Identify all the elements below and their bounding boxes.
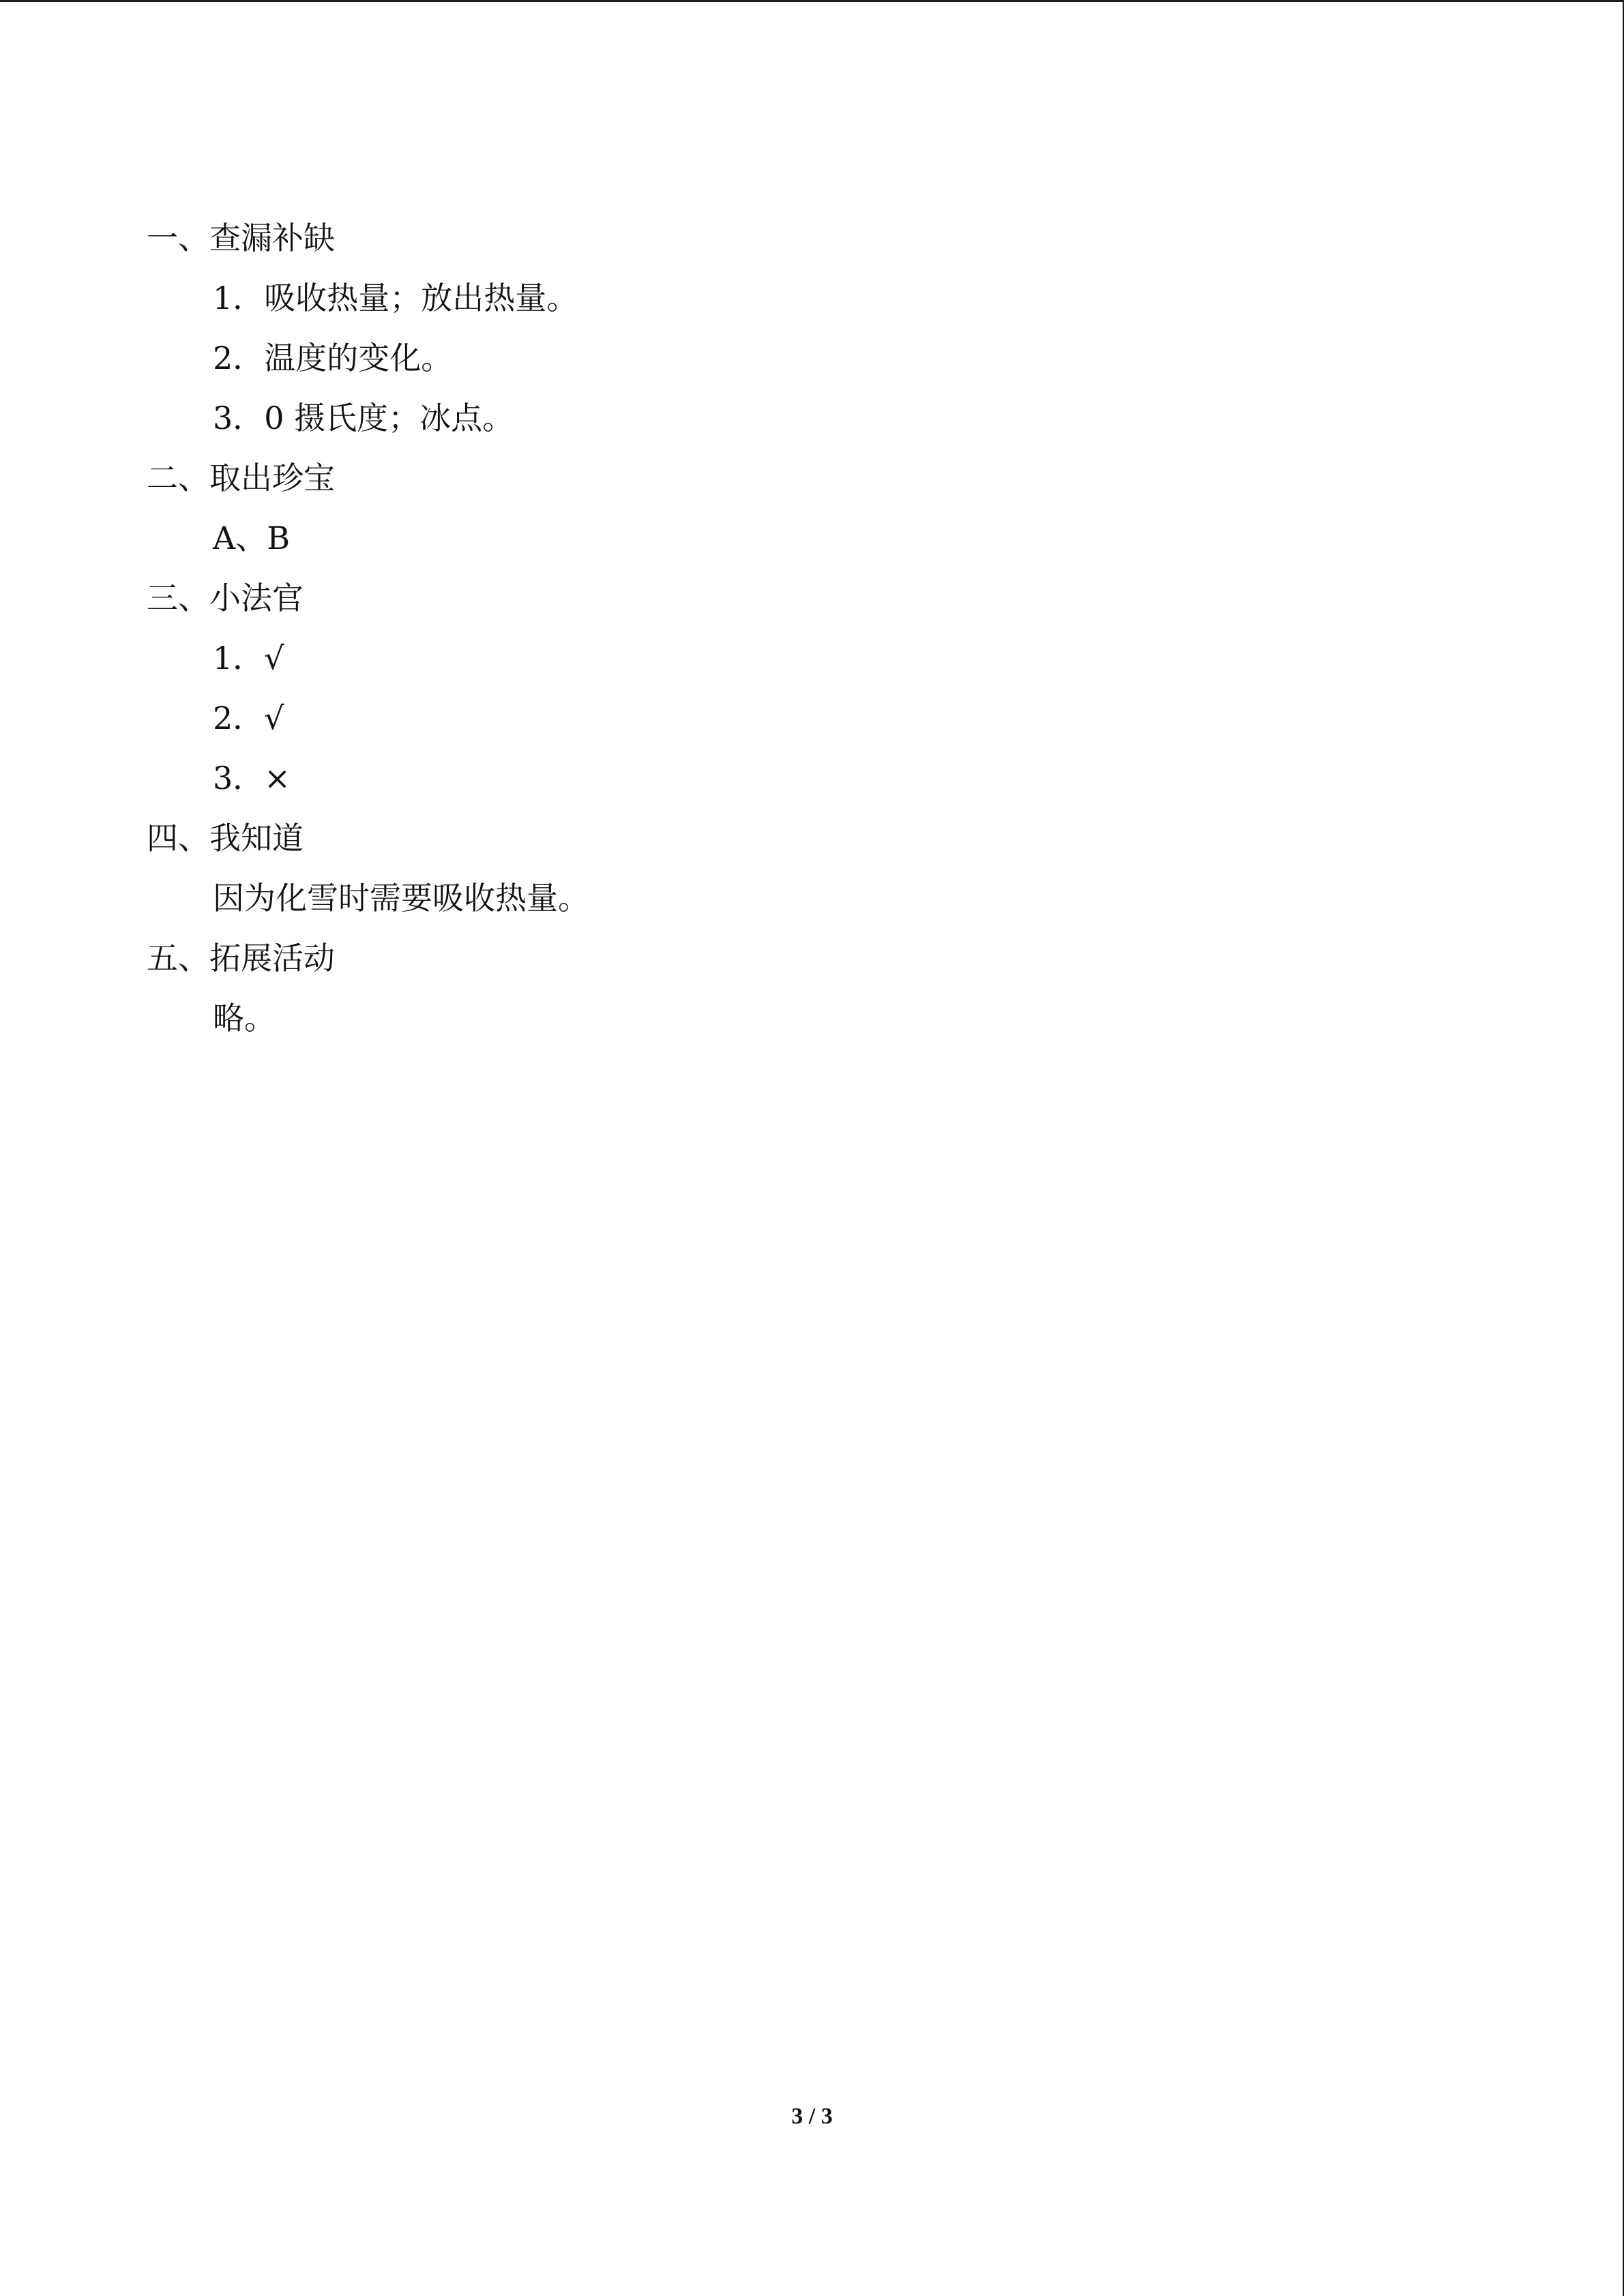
answer-content [147,208,1443,1048]
section-5-item-1: 略。 [213,1000,276,1037]
section-2-item-1: A、B [213,520,291,556]
section-3-item-2: 2．√ [213,700,284,736]
section-3-item-3: 3．× [213,760,291,796]
page-number: 3 / 3 [791,2104,833,2129]
section-3-item-1: 1．√ [213,640,284,676]
section-5-heading: 五、拓展活动 [147,940,335,976]
section-4-heading: 四、我知道 [147,820,304,856]
section-4-item-1: 因为化雪时需要吸收热量。 [213,880,589,916]
page-top-border [0,0,1624,2]
section-1-heading: 一、查漏补缺 [147,220,335,256]
section-1-item-2: 2．温度的变化。 [213,340,453,376]
section-1-item-3: 3．0 摄氏度；冰点。 [213,400,514,436]
section-2-heading: 二、取出珍宝 [147,460,335,496]
section-1-item-1: 1．吸收热量；放出热量。 [213,280,578,316]
section-3-heading: 三、小法官 [147,580,304,616]
